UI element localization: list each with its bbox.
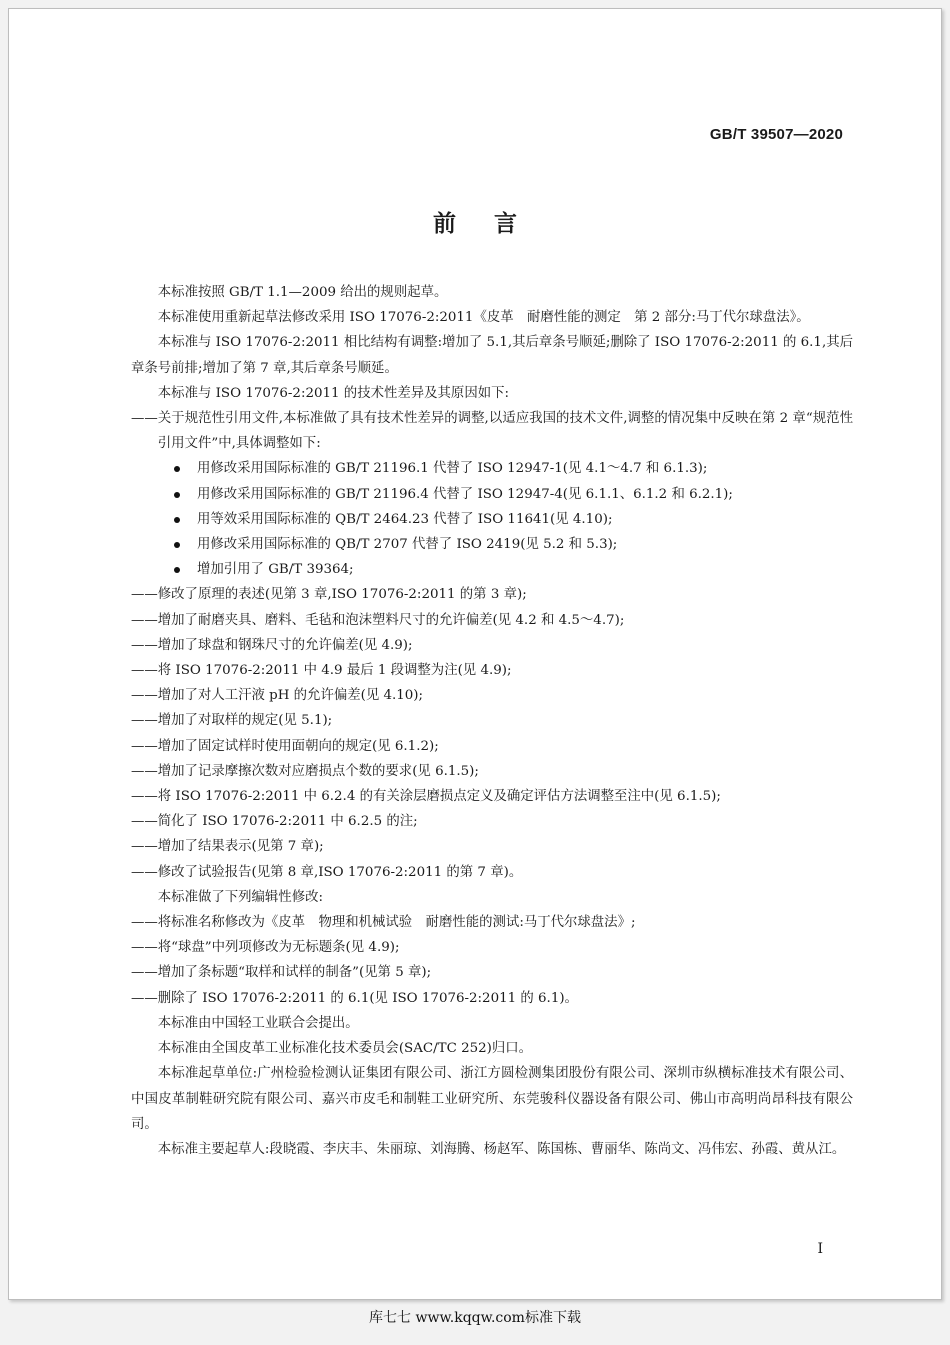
bullet-text: 用等效采用国际标准的 QB/T 2464.23 代替了 ISO 11641(见 4.10); — [197, 511, 613, 527]
paragraph-adoption: 本标准使用重新起草法修改采用 ISO 17076-2:2011《皮革 耐磨性能的测定 第 2 部分:马丁代尔球盘法》。 — [157, 310, 810, 326]
bullet-text: 增加引用了 GB/T 39364; — [197, 562, 354, 578]
tech-diff-item: ——将 ISO 17076-2:2011 中 4.9 最后 1 段调整为注(见 4.9); — [131, 663, 512, 679]
bullet-dot-icon — [174, 517, 180, 523]
paragraph-editorial-intro: 本标准做了下列编辑性修改: — [157, 889, 323, 905]
preface-title: 前言 — [433, 211, 555, 237]
paragraph-structure-changes: 本标准与 ISO 17076-2:2011 相比结构有调整:增加了 5.1,其后章条号顺延;删除了 ISO 17076-2:2011 的 6.1,其后章条号前排;增加了第 7 章,其后章条号顺延。 — [131, 335, 853, 376]
tech-diff-item: ——增加了对人工汗液 pH 的允许偏差(见 4.10); — [131, 688, 424, 704]
tech-diff-item: ——增加了结果表示(见第 7 章); — [131, 839, 324, 855]
page-number: I — [817, 1241, 823, 1257]
tech-diff-item: ——增加了记录摩擦次数对应磨损点个数的要求(见 6.1.5); — [131, 763, 479, 779]
standard-number: GB/T 39507—2020 — [709, 126, 843, 143]
tech-diff-item: ——将 ISO 17076-2:2011 中 6.2.4 的有关涂层磨损点定义及确定评估方法调整至注中(见 6.1.5); — [131, 789, 721, 805]
tech-diff-item: ——增加了对取样的规定(见 5.1); — [131, 713, 333, 729]
bullet-dot-icon — [174, 466, 180, 472]
bullet-item — [131, 557, 853, 582]
watermark-footer: 库七七 www.kqqw.com标准下载 — [369, 1310, 581, 1326]
bullet-item — [131, 507, 853, 532]
bullet-text: 用修改采用国际标准的 QB/T 2707 代替了 ISO 2419(见 5.2 和 5.3); — [197, 537, 618, 553]
tech-diff-item: ——增加了耐磨夹具、磨料、毛毡和泡沫塑料尺寸的允许偏差(见 4.2 和 4.5～4.7); — [131, 612, 625, 628]
bullet-dot-icon — [174, 567, 180, 573]
bullet-dot-icon — [174, 542, 180, 548]
editorial-item: ——将“球盘”中列项修改为无标题条(见 4.9); — [131, 940, 400, 956]
bullet-item — [131, 532, 853, 557]
document-page — [8, 8, 942, 1300]
tech-diff-item: ——修改了原理的表述(见第 3 章,ISO 17076-2:2011 的第 3 章); — [131, 587, 527, 603]
bullet-item — [131, 482, 853, 507]
tech-diff-item: ——简化了 ISO 17076-2:2011 中 6.2.5 的注; — [131, 814, 418, 830]
paragraph-drafters: 本标准主要起草人:段晓霞、李庆丰、朱丽琼、刘海腾、杨赵军、陈国栋、曹丽华、陈尚文、冯伟宏、孙霞、黄从江。 — [157, 1141, 846, 1157]
tech-diff-item: ——增加了球盘和钢珠尺寸的允许偏差(见 4.9); — [131, 637, 413, 653]
tech-diff-normative-refs: ——关于规范性引用文件,本标准做了具有技术性差异的调整,以适应我国的技术文件,调整的情况集中反映在第 2 章“规范性引用文件”中,具体调整如下: — [131, 411, 853, 452]
paragraph-drafting-units: 本标准起草单位:广州检验检测认证集团有限公司、浙江方圆检测集团股份有限公司、深圳市纵横标准技术有限公司、中国皮革制鞋研究院有限公司、嘉兴市皮毛和制鞋工业研究所、东莞骏科仪器设备有限公司、佛山市高明尚昂科技有限公司。 — [131, 1066, 853, 1132]
editorial-item: ——增加了条标题“取样和试样的制备”(见第 5 章); — [131, 965, 432, 981]
paragraph-managed-by: 本标准由全国皮革工业标准化技术委员会(SAC/TC 252)归口。 — [157, 1041, 533, 1057]
paragraph-tech-diff-intro: 本标准与 ISO 17076-2:2011 的技术性差异及其原因如下: — [157, 385, 509, 401]
bullet-text: 用修改采用国际标准的 GB/T 21196.1 代替了 ISO 12947-1(见 4.1～4.7 和 6.1.3); — [197, 461, 708, 477]
paragraph-drafting-rules: 本标准按照 GB/T 1.1—2009 给出的规则起草。 — [157, 285, 448, 300]
bullet-dot-icon — [174, 492, 180, 498]
tech-diff-item: ——修改了试验报告(见第 8 章,ISO 17076-2:2011 的第 7 章)。 — [131, 864, 523, 880]
bullet-item — [131, 456, 853, 481]
preface-body — [131, 280, 853, 1162]
editorial-item: ——删除了 ISO 17076-2:2011 的 6.1(见 ISO 17076-2:2011 的 6.1)。 — [131, 990, 578, 1006]
bullet-text: 用修改采用国际标准的 GB/T 21196.4 代替了 ISO 12947-4(见 6.1.1、6.1.2 和 6.2.1); — [197, 486, 733, 502]
tech-diff-item: ——增加了固定试样时使用面朝向的规定(见 6.1.2); — [131, 738, 439, 754]
paragraph-proposed-by: 本标准由中国轻工业联合会提出。 — [157, 1015, 359, 1031]
editorial-item: ——将标准名称修改为《皮革 物理和机械试验 耐磨性能的测试:马丁代尔球盘法》; — [131, 915, 636, 931]
